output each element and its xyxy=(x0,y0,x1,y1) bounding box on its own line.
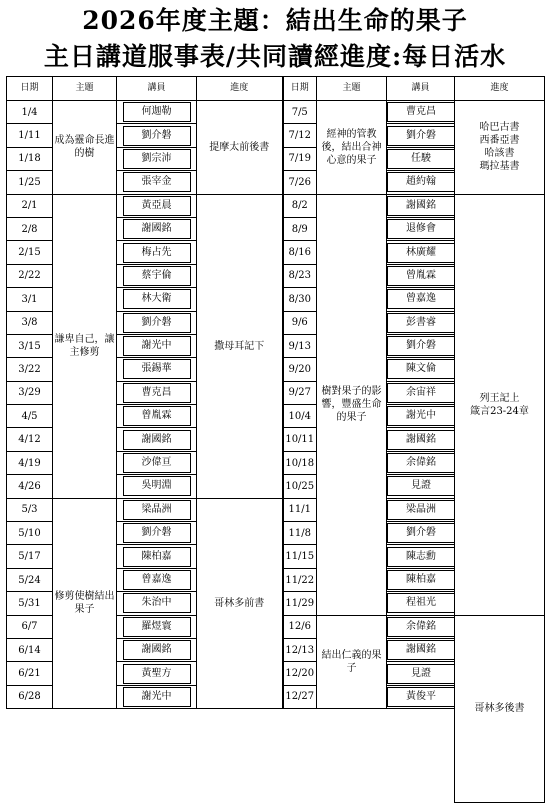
speaker-cell xyxy=(387,147,455,170)
date-cell: 8/2 xyxy=(283,194,317,217)
date-cell: 5/10 xyxy=(7,522,53,545)
date-cell: 5/17 xyxy=(7,545,53,568)
speaker-cell xyxy=(387,194,455,217)
date-cell: 11/8 xyxy=(283,522,317,545)
date-cell: 3/22 xyxy=(7,358,53,381)
date-cell: 3/1 xyxy=(7,288,53,311)
date-cell: 5/24 xyxy=(7,568,53,591)
header-row xyxy=(7,77,545,101)
speaker-name: 陳志勳 xyxy=(387,547,455,567)
speaker-name: 沙偉亘 xyxy=(123,453,191,473)
date-cell: 5/3 xyxy=(7,498,53,521)
speaker-name: 曹克昌 xyxy=(387,102,455,122)
progress-line: 西番亞書 xyxy=(479,135,520,147)
date-cell: 5/31 xyxy=(7,592,53,615)
speaker-name: 陳文倫 xyxy=(387,359,455,379)
speaker-cell xyxy=(117,615,197,638)
speaker-name: 程祖光 xyxy=(387,593,455,613)
speaker-cell xyxy=(117,568,197,591)
speaker-name: 何迦勒 xyxy=(123,102,191,122)
theme-cell: 經神的管教後，結出合神心意的果子 xyxy=(317,101,387,195)
date-cell: 1/18 xyxy=(7,147,53,170)
progress-cell xyxy=(455,615,545,802)
speaker-name: 余宙祥 xyxy=(387,383,455,403)
speaker-cell xyxy=(387,428,455,451)
speaker-name: 余偉銘 xyxy=(387,617,455,637)
speaker-name: 劉介磐 xyxy=(387,126,455,146)
date-cell: 4/5 xyxy=(7,405,53,428)
speaker-name: 梅占先 xyxy=(123,243,191,263)
date-cell: 11/1 xyxy=(283,498,317,521)
speaker-cell xyxy=(387,264,455,287)
speaker-cell xyxy=(387,101,455,124)
speaker-cell xyxy=(117,101,197,124)
speaker-cell xyxy=(387,615,455,638)
speaker-cell xyxy=(117,194,197,217)
speaker-cell xyxy=(387,475,455,498)
speaker-cell xyxy=(387,124,455,147)
date-cell: 11/29 xyxy=(283,592,317,615)
date-cell: 10/4 xyxy=(283,405,317,428)
speaker-name: 蔡宇倫 xyxy=(123,266,191,286)
date-cell: 12/20 xyxy=(283,662,317,685)
speaker-name: 劉宗沛 xyxy=(123,149,191,169)
speaker-name: 劉介磐 xyxy=(123,523,191,543)
speaker-cell xyxy=(117,311,197,334)
date-cell: 8/16 xyxy=(283,241,317,264)
speaker-name: 林廣耀 xyxy=(387,243,455,263)
date-cell: 2/15 xyxy=(7,241,53,264)
date-cell: 3/29 xyxy=(7,381,53,404)
speaker-name: 退修會 xyxy=(387,219,455,239)
schedule-subtitle: 主日講道服事表/共同讀經進度:每日活水 xyxy=(43,42,507,71)
speaker-cell xyxy=(117,685,197,708)
speaker-name: 朱治中 xyxy=(123,593,191,613)
date-cell: 6/28 xyxy=(7,685,53,708)
date-cell: 1/11 xyxy=(7,124,53,147)
speaker-cell xyxy=(117,147,197,170)
speaker-name: 劉介磐 xyxy=(123,313,191,333)
speaker-cell xyxy=(117,638,197,661)
speaker-cell xyxy=(387,451,455,474)
date-cell: 4/19 xyxy=(7,451,53,474)
date-cell: 10/18 xyxy=(283,451,317,474)
progress-line: 哈巴古書 xyxy=(479,122,520,134)
speaker-name: 謝國銘 xyxy=(123,640,191,660)
date-cell: 8/23 xyxy=(283,264,317,287)
date-cell: 12/13 xyxy=(283,638,317,661)
speaker-name: 劉介磐 xyxy=(387,523,455,543)
header-speaker: 講員 xyxy=(387,77,455,101)
speaker-cell xyxy=(387,171,455,194)
speaker-cell xyxy=(387,638,455,661)
speaker-cell xyxy=(117,171,197,194)
date-cell: 7/26 xyxy=(283,171,317,194)
header-theme: 主題 xyxy=(317,77,387,101)
speaker-cell xyxy=(117,545,197,568)
speaker-cell xyxy=(387,685,455,708)
speaker-cell xyxy=(117,451,197,474)
header-date: 日期 xyxy=(283,77,317,101)
date-cell: 2/22 xyxy=(7,264,53,287)
date-cell: 9/27 xyxy=(283,381,317,404)
speaker-cell xyxy=(387,358,455,381)
speaker-cell xyxy=(117,217,197,240)
progress-cell: 哥林多前書 xyxy=(197,498,283,709)
speaker-cell xyxy=(117,124,197,147)
speaker-cell xyxy=(117,592,197,615)
progress-line: 列王記上 xyxy=(479,392,520,404)
speaker-cell xyxy=(387,568,455,591)
speaker-cell xyxy=(387,334,455,357)
speaker-name: 見證 xyxy=(387,476,455,496)
date-cell: 8/30 xyxy=(283,288,317,311)
speaker-cell xyxy=(117,498,197,521)
date-cell: 4/26 xyxy=(7,475,53,498)
date-cell: 1/25 xyxy=(7,171,53,194)
speaker-cell xyxy=(387,498,455,521)
speaker-name: 張錫華 xyxy=(123,359,191,379)
schedule-title: 2026年度主題：結出生命的果子 xyxy=(82,6,468,35)
header-theme: 主題 xyxy=(53,77,117,101)
speaker-name: 吳明淵 xyxy=(123,476,191,496)
progress-cell xyxy=(455,194,545,615)
speaker-cell xyxy=(387,592,455,615)
speaker-name: 劉介磐 xyxy=(123,126,191,146)
date-cell: 11/22 xyxy=(283,568,317,591)
date-cell: 12/6 xyxy=(283,615,317,638)
speaker-cell xyxy=(117,475,197,498)
table-row xyxy=(7,194,545,217)
speaker-name: 黃亞晨 xyxy=(123,196,191,216)
speaker-name: 黃俊平 xyxy=(387,687,455,707)
speaker-name: 謝光中 xyxy=(123,336,191,356)
date-cell: 8/9 xyxy=(283,217,317,240)
date-cell: 6/14 xyxy=(7,638,53,661)
speaker-name: 趙約翰 xyxy=(387,172,455,192)
speaker-name: 謝光中 xyxy=(123,687,191,707)
theme-cell: 謙卑自己，讓主修剪 xyxy=(53,194,117,498)
speaker-cell xyxy=(117,381,197,404)
speaker-name: 張宰金 xyxy=(123,172,191,192)
speaker-name: 彭書睿 xyxy=(387,313,455,333)
date-cell: 2/1 xyxy=(7,194,53,217)
speaker-name: 黃聖方 xyxy=(123,664,191,684)
speaker-cell xyxy=(387,545,455,568)
speaker-cell xyxy=(117,241,197,264)
table-row xyxy=(7,101,545,124)
date-cell: 10/11 xyxy=(283,428,317,451)
speaker-cell xyxy=(117,405,197,428)
progress-line: 哥林多後書 xyxy=(474,703,525,715)
date-cell: 12/27 xyxy=(283,685,317,708)
speaker-cell xyxy=(387,288,455,311)
speaker-name: 梁晶洲 xyxy=(387,500,455,520)
date-cell: 9/6 xyxy=(283,311,317,334)
date-cell: 4/12 xyxy=(7,428,53,451)
header-progress: 進度 xyxy=(197,77,283,101)
speaker-name: 林大衛 xyxy=(123,289,191,309)
speaker-cell xyxy=(387,311,455,334)
date-cell: 9/13 xyxy=(283,334,317,357)
speaker-cell xyxy=(387,522,455,545)
date-cell: 6/21 xyxy=(7,662,53,685)
speaker-name: 陳柏嘉 xyxy=(387,570,455,590)
theme-cell: 修剪使樹結出果子 xyxy=(53,498,117,709)
speaker-cell xyxy=(387,217,455,240)
speaker-cell xyxy=(117,662,197,685)
progress-cell xyxy=(455,101,545,195)
speaker-name: 羅煜寰 xyxy=(123,617,191,637)
date-cell: 3/15 xyxy=(7,334,53,357)
speaker-name: 陳柏嘉 xyxy=(123,547,191,567)
speaker-cell xyxy=(387,662,455,685)
date-cell: 7/5 xyxy=(283,101,317,124)
theme-cell: 樹對果子的影響，豐盛生命的果子 xyxy=(317,194,387,615)
speaker-cell xyxy=(117,288,197,311)
schedule-table xyxy=(6,76,545,803)
speaker-cell xyxy=(117,334,197,357)
speaker-name: 謝國銘 xyxy=(387,196,455,216)
progress-line: 哈該書 xyxy=(484,148,515,160)
speaker-cell xyxy=(387,381,455,404)
speaker-name: 余偉銘 xyxy=(387,453,455,473)
progress-cell: 撒母耳記下 xyxy=(197,194,283,498)
speaker-name: 劉介磐 xyxy=(387,336,455,356)
date-cell: 9/20 xyxy=(283,358,317,381)
speaker-cell xyxy=(117,358,197,381)
speaker-name: 梁晶洲 xyxy=(123,500,191,520)
date-cell: 10/25 xyxy=(283,475,317,498)
date-cell: 11/15 xyxy=(283,545,317,568)
speaker-cell xyxy=(387,241,455,264)
speaker-name: 謝國銘 xyxy=(387,430,455,450)
speaker-name: 見證 xyxy=(387,664,455,684)
theme-cell: 成為靈命長進的樹 xyxy=(53,101,117,195)
date-cell: 7/19 xyxy=(283,147,317,170)
speaker-cell xyxy=(117,264,197,287)
theme-cell: 結出仁義的果子 xyxy=(317,615,387,709)
header-speaker: 講員 xyxy=(117,77,197,101)
progress-cell: 提摩太前後書 xyxy=(197,101,283,195)
progress-line: 箴言23-24章 xyxy=(470,405,529,417)
speaker-name: 任駿 xyxy=(387,149,455,169)
speaker-cell xyxy=(117,428,197,451)
speaker-cell xyxy=(117,522,197,545)
progress-line: 瑪拉基書 xyxy=(479,161,520,173)
date-cell: 3/8 xyxy=(7,311,53,334)
speaker-name: 曾嘉逸 xyxy=(387,289,455,309)
speaker-cell xyxy=(387,405,455,428)
speaker-name: 謝國銘 xyxy=(387,640,455,660)
date-cell: 6/7 xyxy=(7,615,53,638)
date-cell: 1/4 xyxy=(7,101,53,124)
date-cell: 2/8 xyxy=(7,217,53,240)
speaker-name: 曾嘉逸 xyxy=(123,570,191,590)
header-date: 日期 xyxy=(7,77,53,101)
schedule-body xyxy=(7,101,545,803)
speaker-name: 謝國銘 xyxy=(123,219,191,239)
header-progress: 進度 xyxy=(455,77,545,101)
speaker-name: 曹克昌 xyxy=(123,383,191,403)
speaker-name: 曾胤霖 xyxy=(387,266,455,286)
speaker-name: 謝光中 xyxy=(387,406,455,426)
speaker-name: 曾胤霖 xyxy=(123,406,191,426)
speaker-name: 謝國銘 xyxy=(123,430,191,450)
date-cell: 7/12 xyxy=(283,124,317,147)
